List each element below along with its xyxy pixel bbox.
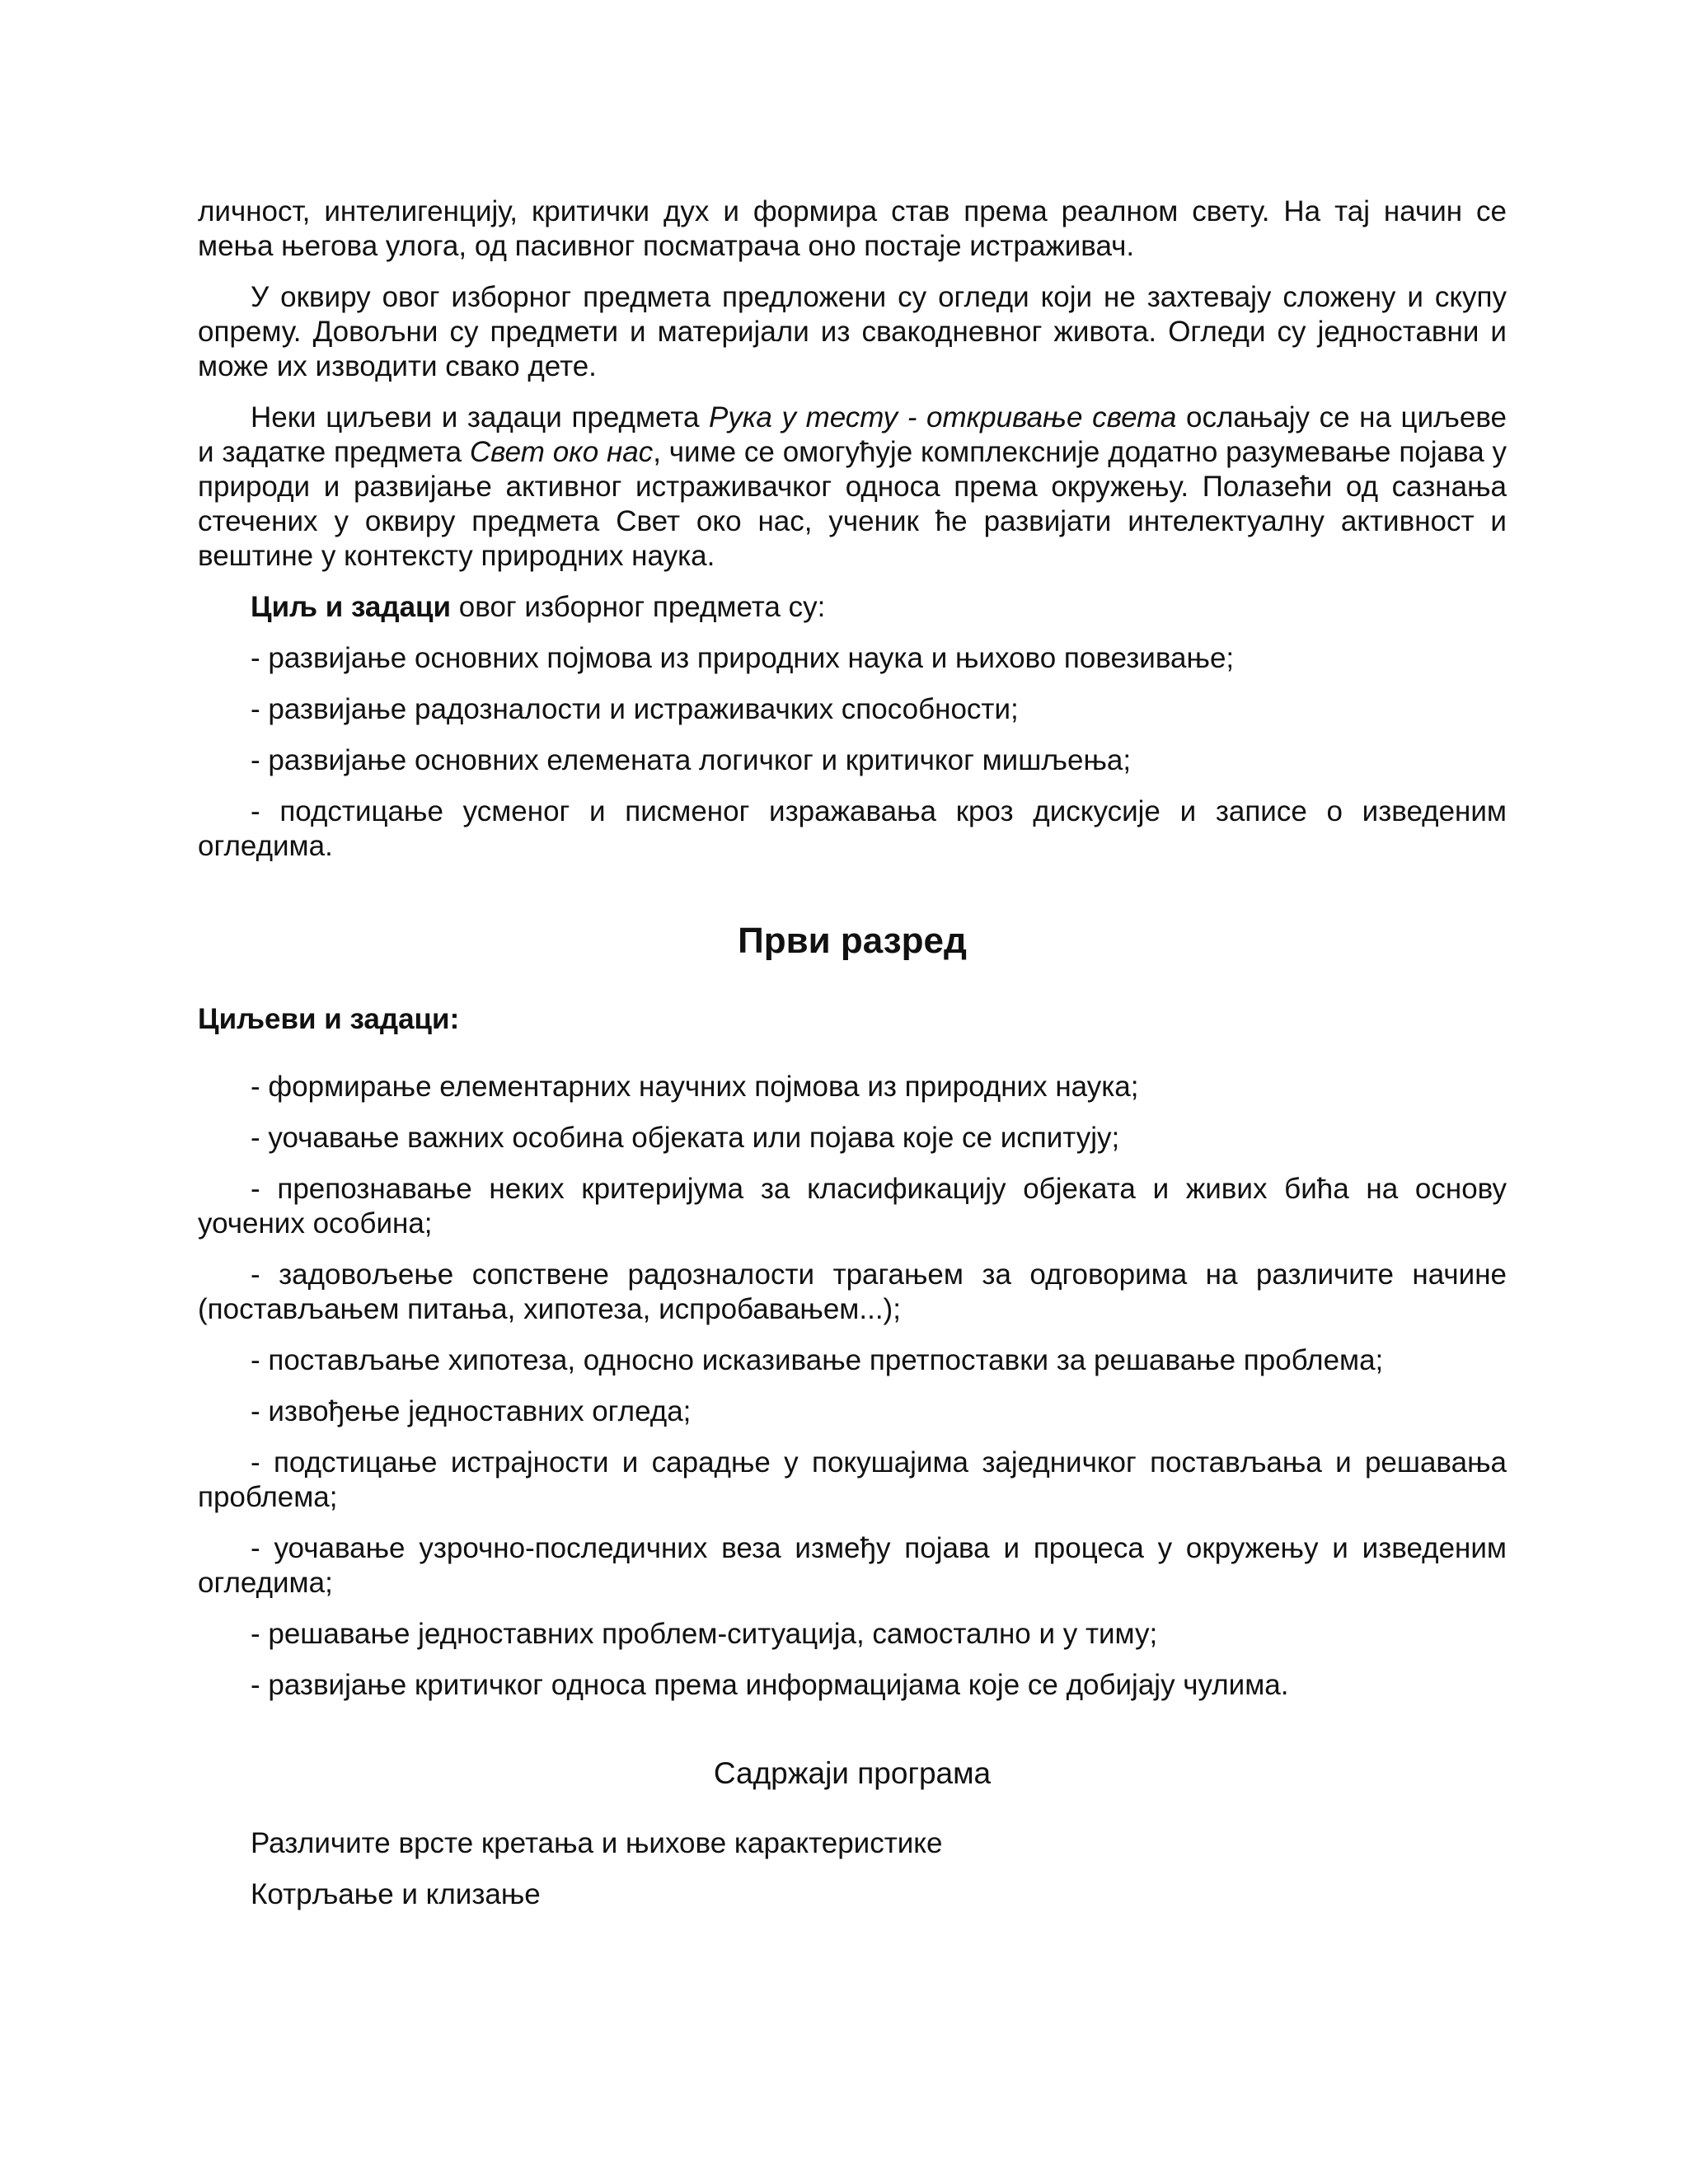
intro-paragraph-goals-relation: [198, 401, 1507, 574]
intro-paragraph-continued: личност, интелигенцију, критички дух и формира став према реалном свету. На тај начин се мења његова улога, од пасивног посматрача оно постаје истраживач.: [198, 195, 1507, 262]
goals-lead-bold: Циљ и задаци: [251, 591, 452, 623]
section-title: Први разред: [738, 921, 967, 961]
content-heading: Садржаји програма: [713, 1756, 992, 1790]
list-item: - развијање основних појмова из природних наука и њихово повезивање;: [251, 642, 1235, 674]
text-run: , чиме се омогућује комплексније додатно разумевање појава у природи и развијање активног истраживачког односа према окружењу. Полазећи од сазнања стечених у оквиру предмета Свет око нас, ученик ће развијати интелектуалну активност и вештине у контексту природних наука.: [198, 436, 1507, 572]
intro-paragraph-experiments: У оквиру овог изборног предмета предложени су огледи који не захтевају сложену и скупу опрему. Довољни су предмети и материјали из свакодневног живота. Огледи су једноставни и може их изводити свако дете.: [198, 281, 1507, 382]
document-page: [198, 194, 1507, 1912]
subject-title-italic: Свет око нас: [469, 436, 654, 468]
content-item: Котрљање и клизање: [251, 1878, 541, 1910]
list-item: - уочавање важних особина објеката или појава које се испитују;: [251, 1122, 1120, 1154]
content-list: [198, 1826, 1507, 1912]
intro-goals-list: [198, 641, 1507, 864]
content-item: Различите врсте кретања и њихове карактеристике: [251, 1827, 943, 1859]
text-run: Неки циљеви и задаци предмета: [251, 401, 710, 434]
list-item: - развијање радозналости и истраживачких способности;: [251, 693, 1019, 725]
subject-title-italic: Рука у тесту - откривање света: [709, 401, 1177, 434]
list-item: - развијање основних елемената логичког и критичког мишљења;: [251, 744, 1132, 776]
list-item: - решавање једноставних проблем-ситуација, самостално и у тиму;: [251, 1618, 1158, 1650]
list-item: - подстицање истрајности и сарадње у покушајима заједничког постављања и решавања проблема;: [198, 1446, 1507, 1513]
list-item: - уочавање узрочно-последичних веза између појава и процеса у окружењу и изведеним огледима;: [198, 1532, 1507, 1599]
list-item: - формирање елементарних научних појмова из природних наука;: [251, 1071, 1139, 1103]
goals-lead: [198, 590, 1507, 625]
list-item: - препознавање неких критеријума за класификацију објеката и живих бића на основу уочених особина;: [198, 1173, 1507, 1240]
list-item: - подстицање усменог и писменог изражавања кроз дискусије и записе о изведеним огледима.: [198, 795, 1507, 862]
goals-heading: Циљеви и задаци:: [198, 1003, 460, 1035]
list-item: - постављање хипотеза, односно исказивање претпоставки за решавање проблема;: [251, 1344, 1384, 1376]
text-run: ослањају се на циљеве и задатке предмета: [198, 401, 1507, 468]
list-item: - развијање критичког односа према информацијама које се добијају чулима.: [251, 1669, 1289, 1701]
grade-goals-list: [198, 1070, 1507, 1703]
goals-lead-rest: овог изборног предмета су:: [451, 591, 826, 623]
list-item: - извођење једноставних огледа;: [251, 1395, 692, 1427]
list-item: - задовољење сопствене радозналости трагањем за одговорима на различите начине (постављањем питања, хипотеза, испробавањем...);: [198, 1258, 1507, 1325]
